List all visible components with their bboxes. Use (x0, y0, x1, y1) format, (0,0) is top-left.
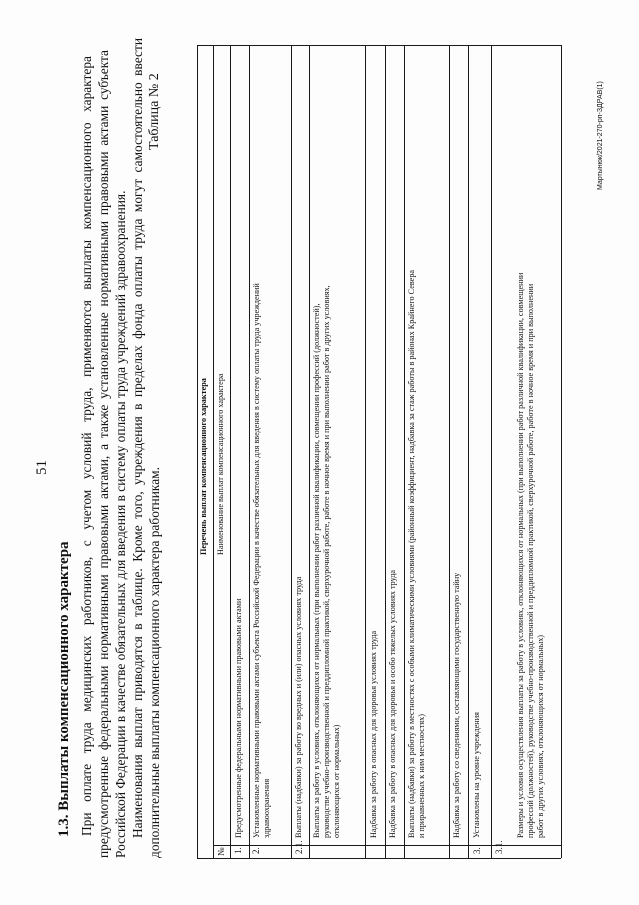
table-row-number: 1. (233, 847, 243, 854)
column-header-name: Наименование выплат компенсационного характера (216, 373, 225, 555)
paragraph-line: Российской Федерации в качестве обязательных для введения в систему оплаты труда учреждений здравоохранения. (113, 190, 128, 858)
table-row-number: 2.1. (294, 840, 304, 854)
table-row-number: 2. (251, 847, 261, 854)
table-row-number: 3. (472, 847, 482, 854)
table-row-text: Предусмотренные федеральными нормативными правовыми актами (234, 598, 243, 838)
table-row-text: Выплаты (надбавки) за работу во вредных и (или) опасных условиях труда (294, 576, 303, 838)
table-row-text: работ в других условиях, отклоняющихся от нормальных) (536, 634, 545, 838)
table-row-text: Размеры и условия осуществления выплаты за работу в условиях, отклоняющихся от нормальных (при выполнении работ различной квалификации, совмещении (516, 272, 525, 838)
table-label: Таблица № 2 (147, 73, 162, 150)
paragraph-line: Наименования выплат приводятся в таблице. Кроме того, учреждения в пределах фонда оплаты труда могут самостоятельно ввести (130, 38, 145, 838)
table-row-text: Надбавка за работу со сведениями, составляющими государственную тайну (452, 572, 461, 838)
paragraph-line: предусмотренные федеральными нормативными правовыми актами, а также установленные нормативными правовыми актами субъекта (96, 50, 111, 858)
table-row-number: 3.1. (494, 840, 504, 854)
document-code: Мартынюк/2021-270-рп-ЗДРАВ(1) (597, 81, 604, 190)
table-row-text: отклоняющихся от нормальных) (332, 724, 341, 838)
table-row-text: здравоохранения (262, 778, 271, 838)
table-row-text: Выплаты (надбавки) за работу в местностях с особыми климатическими условиями (районный коэффициент, надбавка за стаж работы в районах Крайнего Севера (407, 269, 416, 838)
paragraph-line: При оплате труда медицинских работников, с учетом условий труда, применяются выплаты компенсационного характера (79, 56, 94, 836)
page-number: 51 (34, 460, 50, 475)
table-title: Перечень выплат компенсационного характера (199, 378, 208, 555)
table-row-text: и приравненных к ним местностях) (417, 714, 426, 838)
table-row-text: Надбавка за работу в опасных для здоровья условиях труда (369, 630, 378, 838)
table-row-text: Выплаты за работу в условиях, отклоняющихся от нормальных (при выполнении работ различной квалификации, совмещении профессий (должностей), (312, 303, 321, 838)
table-row-text: Установленные нормативными правовыми актами субъекта Российской Федерации в качестве обязательных для введения в систему оплаты труда учреждений (252, 283, 261, 838)
table-row-text: Установлены на уровне учреждения (472, 712, 481, 838)
table-row-text: руководстве учебно-производственной и преддипломной практикой, сверхурочной работе, работе в ночное время и при выполнении работ в других условиях, (322, 285, 331, 838)
column-header-number: № (216, 847, 226, 856)
paragraph-line: дополнительные выплаты компенсационного характера работникам. (147, 467, 162, 858)
table-row-text: профессий (должностей), руководстве учебно-производственной и преддипломной практикой, сверхурочной работе, работе в ночное время и при выполнении (526, 283, 535, 838)
section-heading: 1.3. Выплаты компенсационного характера (56, 541, 72, 837)
table-row-text: Надбавка за работу в опасных для здоровья и особо тяжелых условиях труда (388, 569, 397, 838)
